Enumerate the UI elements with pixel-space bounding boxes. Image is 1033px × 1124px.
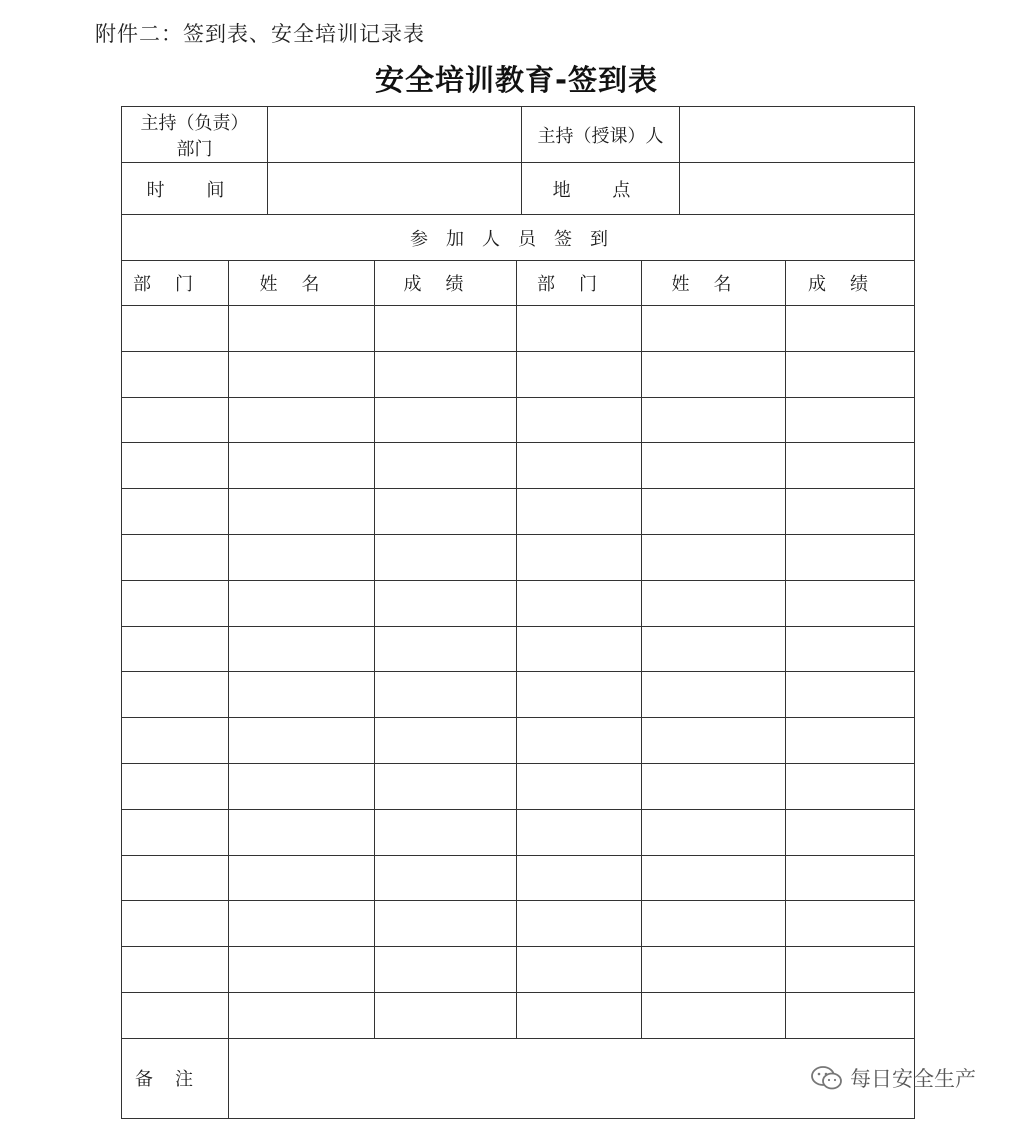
cell-dept[interactable] (122, 947, 229, 993)
cell-dept-2[interactable] (517, 443, 642, 489)
cell-dept-2[interactable] (517, 992, 642, 1038)
cell-name[interactable] (229, 901, 375, 947)
cell-name[interactable] (229, 306, 375, 352)
cell-dept[interactable] (122, 534, 229, 580)
cell-score[interactable] (375, 901, 517, 947)
host-dept-label-line1: 主持（负责） (140, 112, 249, 134)
cell-name[interactable] (229, 580, 375, 626)
cell-score[interactable] (375, 992, 517, 1038)
cell-dept[interactable] (122, 626, 229, 672)
cell-score-2[interactable] (786, 809, 915, 855)
host-dept-value[interactable] (268, 107, 522, 163)
cell-name[interactable] (229, 718, 375, 764)
cell-dept[interactable] (122, 443, 229, 489)
cell-name-2[interactable] (642, 947, 786, 993)
cell-score-2[interactable] (786, 626, 915, 672)
cell-score[interactable] (375, 443, 517, 489)
cell-name[interactable] (229, 672, 375, 718)
table-row (122, 718, 915, 764)
table-row (122, 489, 915, 535)
table-row (122, 626, 915, 672)
column-header-row (122, 261, 915, 306)
cell-dept-2[interactable] (517, 580, 642, 626)
cell-score[interactable] (375, 763, 517, 809)
cell-dept[interactable] (122, 718, 229, 764)
cell-score[interactable] (375, 672, 517, 718)
time-value[interactable] (268, 163, 522, 215)
cell-score-2[interactable] (786, 534, 915, 580)
table-row (122, 534, 915, 580)
cell-score-2[interactable] (786, 580, 915, 626)
wechat-icon (810, 1064, 844, 1092)
cell-dept-2[interactable] (517, 855, 642, 901)
cell-dept-2[interactable] (517, 809, 642, 855)
cell-name-2[interactable] (642, 397, 786, 443)
cell-score[interactable] (375, 306, 517, 352)
cell-name-2[interactable] (642, 306, 786, 352)
cell-dept-2[interactable] (517, 718, 642, 764)
cell-dept-2[interactable] (517, 763, 642, 809)
cell-dept-2[interactable] (517, 947, 642, 993)
cell-score[interactable] (375, 534, 517, 580)
cell-name[interactable] (229, 992, 375, 1038)
table-row (122, 855, 915, 901)
watermark (810, 1063, 976, 1093)
cell-score[interactable] (375, 397, 517, 443)
cell-name[interactable] (229, 443, 375, 489)
cell-score[interactable] (375, 718, 517, 764)
cell-dept[interactable] (122, 306, 229, 352)
cell-score-2[interactable] (786, 672, 915, 718)
col-header-score-2: 成绩 (786, 261, 915, 306)
cell-dept-2[interactable] (517, 306, 642, 352)
cell-dept-2[interactable] (517, 534, 642, 580)
cell-dept[interactable] (122, 809, 229, 855)
cell-name-2[interactable] (642, 351, 786, 397)
cell-name-2[interactable] (642, 855, 786, 901)
cell-score[interactable] (375, 626, 517, 672)
page-title: 安全培训教育-签到表 (374, 63, 659, 97)
table-row (122, 306, 915, 352)
table-row (122, 901, 915, 947)
cell-score[interactable] (375, 351, 517, 397)
remarks-row (122, 1038, 915, 1118)
table-row (122, 672, 915, 718)
cell-dept[interactable] (122, 351, 229, 397)
cell-name[interactable] (229, 626, 375, 672)
cell-score[interactable] (375, 947, 517, 993)
cell-name-2[interactable] (642, 534, 786, 580)
cell-name[interactable] (229, 763, 375, 809)
cell-dept[interactable] (122, 580, 229, 626)
cell-dept[interactable] (122, 855, 229, 901)
cell-score-2[interactable] (786, 992, 915, 1038)
table-row (122, 763, 915, 809)
cell-name-2[interactable] (642, 901, 786, 947)
table-row (122, 580, 915, 626)
cell-name-2[interactable] (642, 672, 786, 718)
cell-score-2[interactable] (786, 718, 915, 764)
cell-name-2[interactable] (642, 809, 786, 855)
table-row (122, 809, 915, 855)
cell-name[interactable] (229, 809, 375, 855)
cell-dept-2[interactable] (517, 901, 642, 947)
cell-dept[interactable] (122, 397, 229, 443)
cell-score[interactable] (375, 580, 517, 626)
cell-name-2[interactable] (642, 489, 786, 535)
col-header-name: 姓名 (229, 261, 375, 306)
cell-dept-2[interactable] (517, 397, 642, 443)
cell-name-2[interactable] (642, 626, 786, 672)
cell-score-2[interactable] (786, 855, 915, 901)
table-row (122, 992, 915, 1038)
cell-dept-2[interactable] (517, 626, 642, 672)
info-table (121, 106, 915, 215)
location-label: 地 点 (522, 163, 680, 215)
cell-score-2[interactable] (786, 901, 915, 947)
cell-dept[interactable] (122, 901, 229, 947)
host-dept-label (122, 107, 268, 163)
cell-score-2[interactable] (786, 443, 915, 489)
attendees-header: 参加人员签到 (122, 215, 915, 261)
cell-score-2[interactable] (786, 763, 915, 809)
cell-dept[interactable] (122, 672, 229, 718)
cell-dept-2[interactable] (517, 672, 642, 718)
cell-dept-2[interactable] (517, 351, 642, 397)
cell-name-2[interactable] (642, 718, 786, 764)
table-row (122, 397, 915, 443)
cell-name[interactable] (229, 489, 375, 535)
table-row (122, 443, 915, 489)
cell-score-2[interactable] (786, 397, 915, 443)
remarks-label: 备注 (122, 1038, 229, 1118)
attendance-table (121, 214, 915, 1119)
table-row (122, 947, 915, 993)
cell-name[interactable] (229, 397, 375, 443)
cell-dept-2[interactable] (517, 489, 642, 535)
table-row (122, 351, 915, 397)
cell-dept[interactable] (122, 992, 229, 1038)
col-header-name-2: 姓名 (642, 261, 786, 306)
lecturer-label: 主持（授课）人 (522, 107, 680, 163)
host-dept-label-line2: 部门 (176, 138, 213, 160)
time-label: 时 间 (122, 163, 268, 215)
cell-score[interactable] (375, 855, 517, 901)
cell-name-2[interactable] (642, 992, 786, 1038)
cell-name[interactable] (229, 855, 375, 901)
cell-score-2[interactable] (786, 489, 915, 535)
cell-name-2[interactable] (642, 580, 786, 626)
cell-name[interactable] (229, 534, 375, 580)
cell-score[interactable] (375, 809, 517, 855)
location-value[interactable] (680, 163, 915, 215)
cell-score-2[interactable] (786, 947, 915, 993)
col-header-dept-2: 部门 (517, 261, 642, 306)
col-header-score: 成绩 (375, 261, 517, 306)
cell-name-2[interactable] (642, 763, 786, 809)
cell-score[interactable] (375, 489, 517, 535)
cell-score-2[interactable] (786, 351, 915, 397)
cell-name-2[interactable] (642, 443, 786, 489)
cell-name[interactable] (229, 947, 375, 993)
cell-dept[interactable] (122, 489, 229, 535)
cell-name[interactable] (229, 351, 375, 397)
col-header-dept: 部门 (122, 261, 229, 306)
lecturer-value[interactable] (680, 107, 915, 163)
cell-dept[interactable] (122, 763, 229, 809)
cell-score-2[interactable] (786, 306, 915, 352)
attachment-label: 附件二：签到表、安全培训记录表 (95, 22, 425, 46)
watermark-text: 每日安全生产 (850, 1067, 976, 1091)
